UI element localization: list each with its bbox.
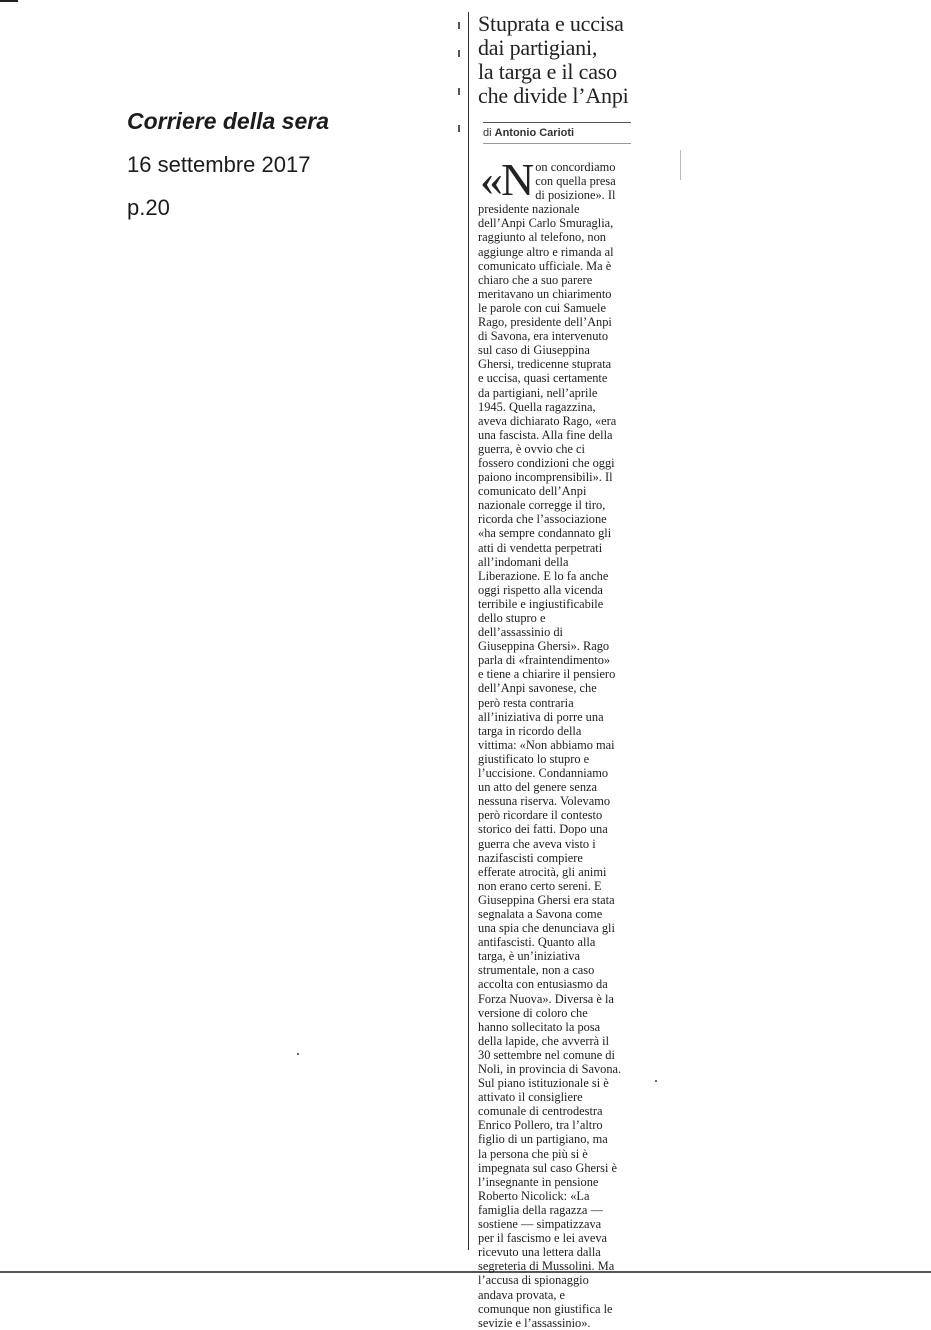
scan-corner-mark (0, 0, 18, 2)
body-line: però resta contraria (478, 695, 574, 710)
body-line: per il fascismo e lei aveva (478, 1231, 608, 1246)
body-line: targa, è un’iniziativa (478, 949, 580, 964)
body-line: hanno sollecitato la posa (478, 1019, 601, 1034)
author-name: Antonio Carioti (494, 127, 575, 139)
body-line: ricorda che l’associazione (478, 512, 607, 527)
body-line: comunicato ufficiale. Ma è (478, 258, 612, 273)
body-line: dell’Anpi Carlo Smuraglia, (478, 216, 614, 231)
body-line: aveva dichiarato Rago, «era (478, 413, 617, 428)
drop-cap: «N (480, 154, 533, 205)
scan-bottom-edge (0, 1271, 931, 1273)
body-line: dell’Anpi savonese, che (478, 681, 597, 696)
body-line: nazionale corregge il tiro, (478, 498, 606, 513)
lead-line: con quella presa (535, 174, 616, 189)
body-line: parla di «fraintendimento» (478, 653, 611, 668)
body-line: strumentale, non a caso (478, 963, 595, 978)
body-line: l’uccisione. Condanniamo (478, 766, 609, 781)
body-line: fossero condizioni che oggi (478, 455, 615, 470)
body-line: famiglia della ragazza — (478, 1202, 603, 1217)
body-line: impegnata sul caso Ghersi è (478, 1160, 618, 1175)
column-rule (468, 12, 469, 1250)
body-line: l’accusa di spionaggio (478, 1273, 589, 1288)
body-line: comunque non giustifica le (478, 1301, 613, 1316)
article-body (478, 154, 638, 1330)
byline-rule-bottom (483, 143, 631, 144)
gutter-tick (458, 88, 460, 95)
body-line: vittima: «Non abbiamo mai (478, 737, 615, 752)
byline-prefix: di (483, 127, 492, 139)
body-line: l’insegnante in pensione (478, 1174, 599, 1189)
body-line: della lapide, che avverrà il (478, 1033, 610, 1048)
body-line: segnalata a Savona come (478, 906, 603, 921)
body-line: nazifascisti compiere (478, 850, 583, 865)
body-line: non erano certo sereni. E (478, 878, 602, 893)
body-line: guerra, è ovvio che ci (478, 441, 585, 456)
body-line: all’indomani della (478, 554, 569, 569)
body-line: meritavano un chiarimento (478, 286, 612, 301)
body-line: «ha sempre condannato gli (478, 526, 612, 541)
body-line: guerra che aveva visto i (478, 836, 596, 851)
body-line: Giuseppina Ghersi era stata (478, 892, 615, 907)
body-line: Enrico Pollero, tra l’altro (478, 1118, 603, 1133)
body-line: atti di vendetta perpetrati (478, 540, 603, 555)
headline-line: Stuprata e uccisa (478, 11, 624, 36)
headline-line: che divide l’Anpi (478, 83, 629, 108)
body-line: Liberazione. E lo fa anche (478, 568, 609, 583)
body-line: nessuna riserva. Volevamo (478, 794, 611, 809)
body-line: dello stupro e (478, 611, 546, 625)
body-line: 1945. Quella ragazzina, (478, 399, 596, 414)
body-line: sevizie e l’assassinio». (478, 1315, 591, 1330)
article-column (478, 12, 638, 1330)
scan-speck (655, 1080, 657, 1082)
body-line: all’iniziativa di porre una (478, 709, 604, 724)
body-line: efferate atrocità, gli animi (478, 864, 607, 879)
gutter-tick (458, 125, 460, 132)
body-line: terribile e ingiustificabile (478, 596, 604, 611)
body-line: Rago, presidente dell’Anpi (478, 315, 612, 330)
body-line: raggiunto al telefono, non (478, 230, 607, 245)
body-line: storico dei fatti. Dopo una (478, 822, 608, 837)
body-line: accolta con entusiasmo da (478, 977, 608, 992)
body-line: però ricordare il contesto (478, 808, 603, 823)
body-line: Sul piano istituzionale si è (478, 1076, 609, 1091)
body-line: comunicato dell’Anpi (478, 484, 587, 499)
body-line: sul caso di Giuseppina (478, 343, 590, 358)
body-line: oggi rispetto alla vicenda (478, 582, 603, 597)
body-line: figlio di un partigiano, ma (478, 1132, 608, 1147)
body-line: paiono incomprensibili». Il (478, 470, 613, 485)
headline (478, 12, 638, 108)
body-line: e uccisa, quasi certamente (478, 371, 608, 386)
lead-line: on concordiamo (535, 160, 616, 174)
publication-date: 16 settembre 2017 (127, 152, 311, 177)
gutter-tick (458, 22, 460, 29)
body-line: una spia che denunciava gli (478, 921, 615, 936)
body-line: sostiene — simpatizzava (478, 1217, 602, 1232)
headline-line: dai partigiani, (478, 35, 598, 60)
body-line: giustificato lo stupro e (478, 751, 590, 766)
lead-line: di posizione». Il (535, 188, 616, 203)
body-line: chiaro che a suo parere (478, 272, 593, 287)
page-number: p.20 (127, 195, 170, 220)
body-text (478, 202, 638, 1330)
byline-rule (483, 122, 631, 123)
byline (483, 127, 638, 139)
body-line: Giuseppina Ghersi». Rago (478, 639, 610, 654)
body-line: versione di coloro che (478, 1005, 588, 1020)
headline-line: la targa e il caso (478, 59, 617, 84)
body-line: Forza Nuova». Diversa è la (478, 991, 614, 1006)
gutter-tick (458, 50, 460, 57)
body-line: aggiunge altro e rimanda al (478, 244, 614, 259)
body-line: le parole con cui Samuele (478, 300, 606, 315)
scan-streak (680, 150, 681, 180)
body-line: targa in ricordo della (478, 723, 582, 738)
body-line: antifascisti. Quanto alla (478, 935, 596, 950)
body-line: dell’assassinio di (478, 625, 564, 640)
scan-speck (297, 1053, 299, 1055)
body-line: Noli, in provincia di Savona. (478, 1062, 622, 1076)
body-line: presidente nazionale (478, 202, 580, 217)
body-line: andava provata, e (478, 1287, 566, 1302)
body-line: e tiene a chiarire il pensiero (478, 667, 616, 682)
body-line: 30 settembre nel comune di (478, 1047, 615, 1062)
body-line: Roberto Nicolick: «La (478, 1188, 590, 1203)
body-line: di Savona, era intervenuto (478, 329, 609, 344)
body-line: comunale di centrodestra (478, 1104, 603, 1119)
body-line: ricevuto una lettera dalla (478, 1245, 601, 1260)
body-line: da partigiani, nell’aprile (478, 385, 598, 400)
body-line: Ghersi, tredicenne stuprata (478, 357, 612, 372)
source-citation (127, 108, 329, 221)
body-line: una fascista. Alla fine della (478, 427, 613, 442)
newspaper-name: Corriere della sera (127, 108, 330, 134)
body-line: segreteria di Mussolini. Ma (478, 1259, 615, 1274)
body-line: attivato il consigliere (478, 1090, 583, 1105)
body-line: la persona che più si è (478, 1146, 588, 1161)
body-line: un atto del genere senza (478, 780, 598, 795)
